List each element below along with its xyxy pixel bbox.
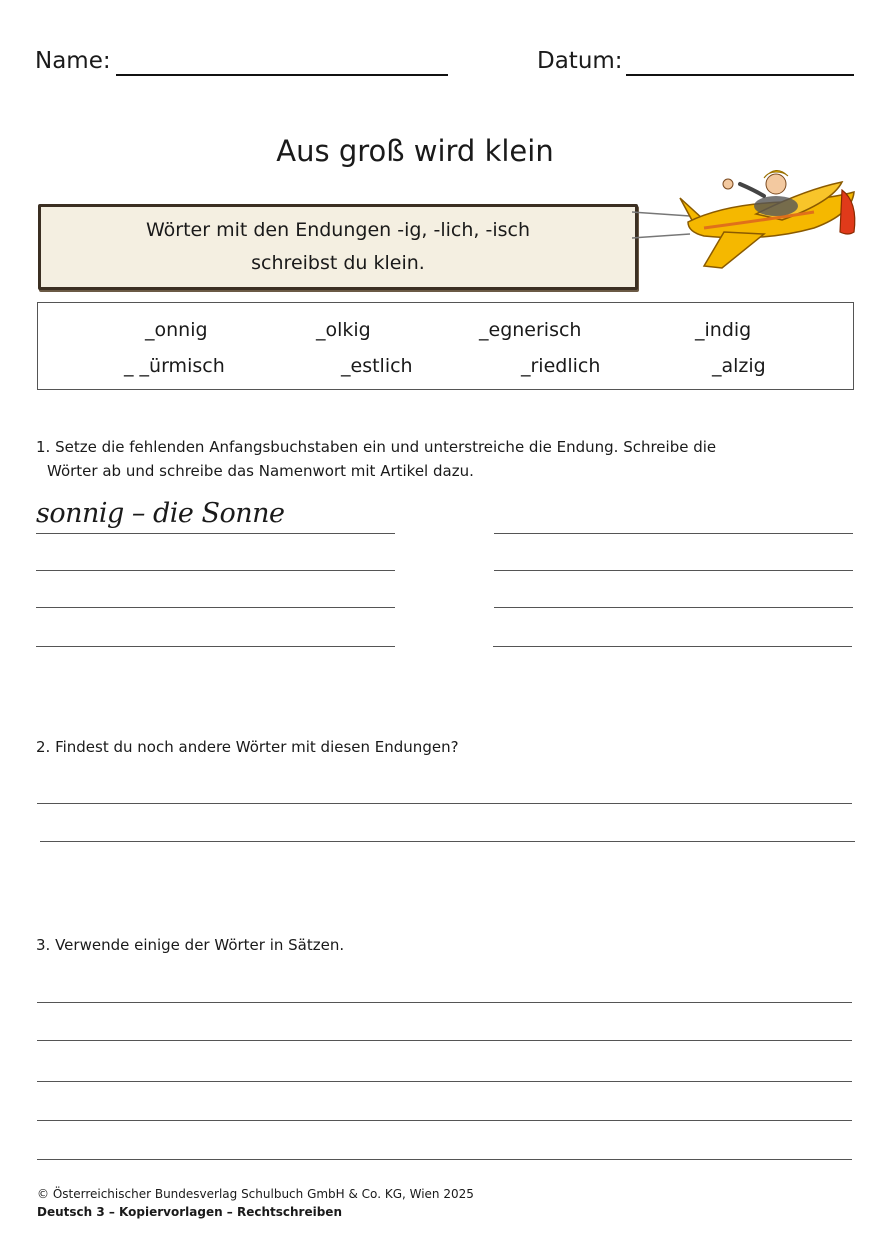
task-2-instruction: 2. Findest du noch andere Wörter mit diesen Endungen? [36,738,459,756]
answer-line[interactable] [494,570,853,571]
rule-banner [38,204,638,290]
word-item: _egnerisch [479,319,582,341]
answer-line[interactable] [36,570,395,571]
word-item: _estlich [341,355,413,377]
name-label: Name: [35,48,111,74]
word-item: _alzig [712,355,766,377]
task-1-line-2: Wörter ab und schreibe das Namenwort mit Artikel dazu. [47,462,474,480]
word-item: _ _ürmisch [124,355,225,377]
word-item: _indig [695,319,752,341]
word-box [37,302,854,390]
answer-line[interactable] [40,841,855,842]
task-1-instruction [36,435,716,483]
answer-line[interactable] [37,1120,852,1121]
answer-line[interactable] [36,607,395,608]
word-item: _onnig [145,319,208,341]
answer-line[interactable] [36,646,395,647]
answer-line[interactable] [36,533,395,534]
word-item: _olkig [316,319,371,341]
footer-copyright: © Österreichischer Bundesverlag Schulbuch GmbH & Co. KG, Wien 2025 [37,1187,474,1201]
task-1-line-1: 1. Setze die fehlenden Anfangsbuchstaben ein und unterstreiche die Endung. Schreibe die [36,438,717,456]
answer-line[interactable] [493,646,852,647]
answer-line[interactable] [494,607,853,608]
word-item: _riedlich [521,355,601,377]
name-field[interactable] [116,74,448,76]
example-answer: sonnig – die Sonne [36,498,285,529]
answer-line[interactable] [494,533,853,534]
answer-line[interactable] [37,1002,852,1003]
date-field[interactable] [626,74,854,76]
footer-series: Deutsch 3 – Kopiervorlagen – Rechtschreiben [37,1205,342,1219]
page-title: Aus groß wird klein [276,134,554,168]
answer-line[interactable] [37,1159,852,1160]
rule-line-1: Wörter mit den Endungen -ig, -lich, -isch [145,219,530,241]
answer-line[interactable] [37,803,852,804]
answer-line[interactable] [37,1081,852,1082]
task-3-instruction: 3. Verwende einige der Wörter in Sätzen. [36,936,345,954]
answer-line[interactable] [37,1040,852,1041]
rule-line-2: schreibst du klein. [251,252,425,274]
airplane-illustration-icon [664,162,860,274]
date-label: Datum: [537,48,623,74]
